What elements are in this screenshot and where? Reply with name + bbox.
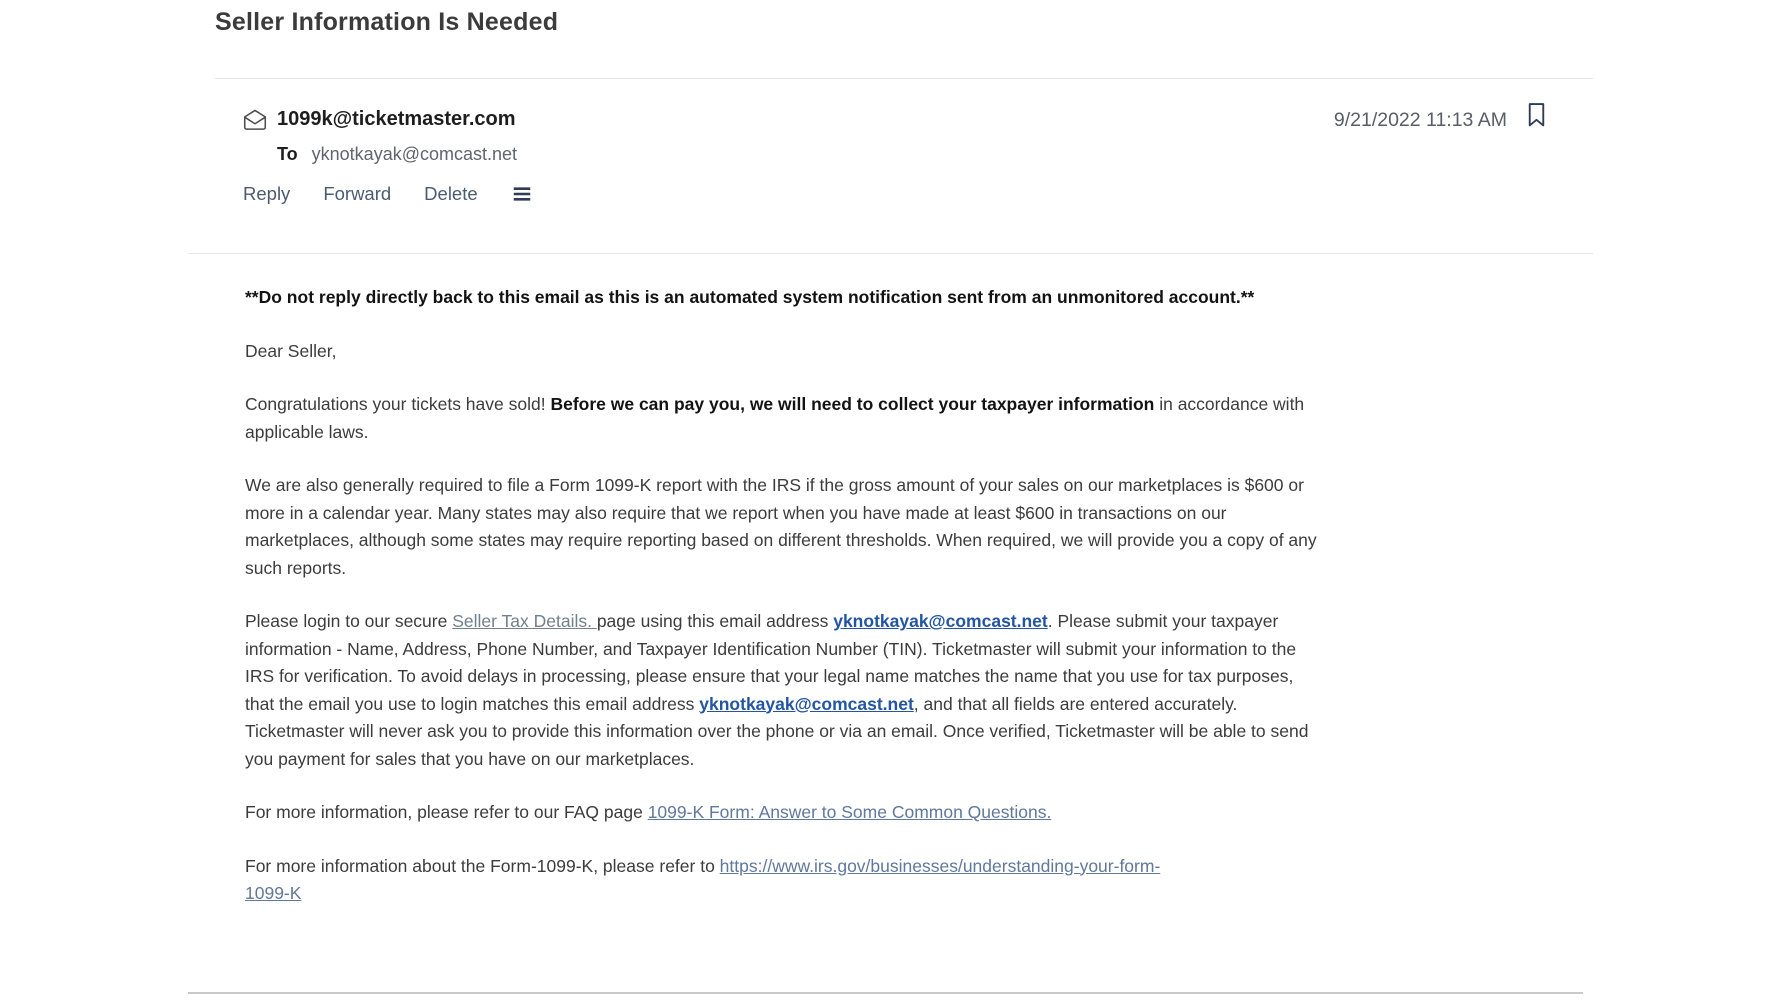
irs-url-line1: https://www.irs.gov/businesses/understanding-your-form-: [719, 855, 1161, 876]
text-segment: , and that all fields are entered accurately. Ticketmaster will never ask you to provide this information over the phone or via an email. Once verified, Ticketmaster will be able to send you payment for sales that you have on our marketplaces.: [245, 693, 1309, 769]
email-subject-title: Seller Information Is Needed: [215, 8, 559, 36]
bookmark-icon[interactable]: [1524, 101, 1549, 129]
envelope-open-icon: [241, 106, 269, 134]
sender-address[interactable]: 1099k@ticketmaster.com: [277, 108, 516, 130]
text-segment: . Please submit your taxpayer information - Name, Address, Phone Number, and Taxpayer Identification Number (TIN). Ticketmaster will submit your information to the IRS for verification. To avoid delays in processing, please ensure that your legal name matches the name that you use for tax purposes, that the email you use to login matches this email address: [245, 611, 1297, 714]
text-segment: in accordance with applicable laws.: [245, 394, 1305, 442]
recipient-address[interactable]: yknotkayak@comcast.net: [311, 144, 518, 164]
recipient-email-link-1[interactable]: yknotkayak@comcast.net: [833, 611, 1048, 631]
taxpayer-info-bold-text: Before we can pay you, we will need to collect your taxpayer information: [550, 394, 1155, 414]
recipient-row: [277, 144, 517, 165]
greeting-paragraph: Dear Seller,: [245, 340, 337, 361]
reply-button[interactable]: Reply: [243, 183, 291, 204]
header-bottom-divider: [189, 253, 1593, 254]
header-top-divider: [215, 78, 1593, 79]
received-timestamp: 9/21/2022 11:13 AM: [1333, 109, 1507, 131]
forward-button[interactable]: Forward: [323, 183, 392, 204]
text-segment: page using this email address: [596, 611, 834, 631]
form-1099k-paragraph: We are also generally required to file a Form 1099-K report with the IRS if the gross amount of your sales on our marketplaces is $600 or more in a calendar year. Many states may also require that we report when you have made at least $600 in transactions on our marketplaces, although some states may require reporting based on different thresholds. When required, we will provide you a copy of any such reports.: [245, 475, 1317, 578]
message-actions: [243, 183, 533, 205]
faq-paragraph: [245, 799, 1320, 827]
login-instructions-paragraph: [245, 608, 1320, 773]
congratulations-paragraph: [245, 391, 1320, 446]
automated-notice-paragraph: **Do not reply directly back to this email as this is an automated system notification sent from an unmonitored account.**: [245, 287, 1255, 307]
delete-button[interactable]: Delete: [424, 183, 478, 204]
text-segment: Please login to our secure: [245, 611, 453, 631]
irs-info-paragraph: [245, 853, 1320, 908]
text-segment: For more information, please refer to our FAQ page: [245, 802, 648, 822]
seller-tax-details-link[interactable]: Seller Tax Details.: [452, 611, 597, 631]
recipient-email-link-2[interactable]: yknotkayak@comcast.net: [699, 693, 914, 714]
text-segment: For more information about the Form-1099-K, please refer to: [245, 855, 720, 876]
text-segment: Congratulations your tickets have sold!: [245, 394, 551, 414]
to-label: To: [277, 144, 298, 164]
hamburger-menu-icon[interactable]: [511, 183, 533, 205]
pane-bottom-border: [188, 992, 1583, 994]
faq-1099k-link[interactable]: 1099-K Form: Answer to Some Common Questions.: [647, 802, 1052, 822]
email-body: [245, 284, 1320, 908]
irs-url-line2: 1099-K: [245, 883, 302, 903]
